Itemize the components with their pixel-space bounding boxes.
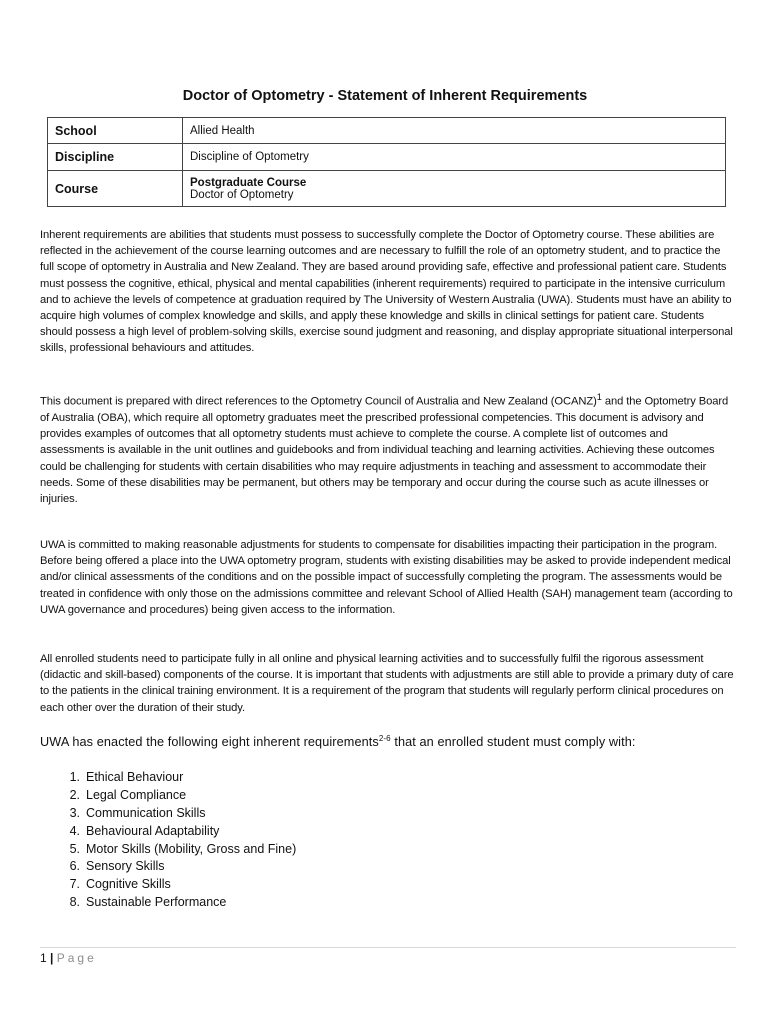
list-number: 1. bbox=[69, 770, 80, 784]
list-label: Motor Skills (Mobility, Gross and Fine) bbox=[86, 841, 297, 856]
course-type: Postgraduate Course bbox=[190, 176, 307, 189]
list-number: 4. bbox=[69, 823, 80, 838]
list-item bbox=[40, 841, 296, 859]
course-label: Course bbox=[48, 171, 183, 207]
list-item bbox=[40, 787, 296, 805]
list-label: Sustainable Performance bbox=[86, 895, 227, 910]
school-label: School bbox=[48, 118, 183, 144]
discipline-label: Discipline bbox=[48, 144, 183, 171]
footnote-ref: 1 bbox=[596, 392, 602, 402]
list-label: Behavioural Adaptability bbox=[86, 823, 220, 838]
table-row bbox=[48, 118, 726, 144]
discipline-value: Discipline of Optometry bbox=[183, 144, 726, 171]
list-number: 6. bbox=[69, 859, 80, 874]
paragraph-inherent-requirements: Inherent requirements are abilities that students must possess to successfully complete the Doctor of Optometry course. These abilities are reflected in the achievement of the course learning outcomes and are necessary to fulfill the role of an optometry student, and to practice the full scope of optometry in Australia and New Zealand. They are based around providing safe, effective and professional patient care. Students must possess the cognitive, ethical, physical and mental capabilities (inherent requirements) required to participate in the intensive curriculum and to achieve the levels of competence at graduation required by The University of Western Australia (UWA). Students must have an ability to acquire high volumes of complex knowledge and skills, and apply these knowledge and skills in clinical settings for patient care. Students should possess a high level of problem-solving skills, exercise sound judgment and reasoning, and display appropriate situational interpersonal skills, professional behaviours and attitudes. bbox=[40, 229, 733, 355]
list-label: Cognitive Skills bbox=[86, 877, 171, 892]
list-number: 8. bbox=[69, 895, 80, 910]
intro-text: that an enrolled student must comply with: bbox=[390, 735, 636, 750]
list-item bbox=[40, 858, 296, 876]
table-row bbox=[48, 144, 726, 171]
page-number: 1 bbox=[40, 951, 47, 965]
list-label: Ethical Behaviour bbox=[86, 770, 184, 784]
page-label: Page bbox=[56, 951, 97, 965]
course-info-table bbox=[47, 117, 726, 207]
footer-divider bbox=[40, 947, 736, 948]
intro-text: UWA has enacted the following eight inherent requirements bbox=[40, 735, 379, 750]
requirements-intro bbox=[40, 734, 635, 749]
list-item bbox=[40, 894, 296, 912]
footnote-ref: 2-6 bbox=[378, 734, 391, 743]
paragraph-text: This document is prepared with direct references to the Optometry Council of Australia and New Zealand (OCANZ) bbox=[40, 395, 597, 408]
list-item bbox=[40, 876, 296, 894]
list-number: 5. bbox=[69, 841, 80, 856]
list-label: Sensory Skills bbox=[86, 859, 165, 874]
list-item bbox=[40, 805, 296, 823]
school-value: Allied Health bbox=[183, 118, 726, 144]
course-value bbox=[183, 171, 726, 207]
paragraph-text: and the Optometry Board of Australia (OBA), which require all optometry graduates meet the prescribed professional competencies. This document is advisory and provides examples of outcomes that all optometry students must achieve to complete the course. A complete list of outcomes and assessments is available in the unit outlines and guidebooks and from individual teaching and learning activities. Achieving these outcomes could be challenging for students with certain disabilities who may require adjustments in teaching and assessment to accommodate their needs. Some of these disabilities may be permanent, but others may be temporary and occur during the course such as acute illnesses or injuries. bbox=[40, 395, 729, 505]
list-number: 7. bbox=[69, 877, 80, 892]
list-item bbox=[40, 769, 296, 787]
paragraph-participation: All enrolled students need to participate fully in all online and physical learning activities and to successfully fulfil the rigorous assessment (didactic and skill-based) components of the course. It is important that students with adjustments are still able to provide a primary duty of care to the patients in the clinical training environment. It is a requirement of the program that students will regularly perform clinical procedures on each other over the duration of their study. bbox=[40, 653, 734, 714]
list-number: 2. bbox=[69, 787, 80, 802]
table-row bbox=[48, 171, 726, 207]
page-footer bbox=[40, 951, 97, 965]
requirements-list bbox=[40, 769, 296, 912]
list-label: Legal Compliance bbox=[86, 787, 187, 802]
list-item bbox=[40, 823, 296, 841]
course-name: Doctor of Optometry bbox=[190, 188, 294, 201]
paragraph-document-references bbox=[40, 389, 734, 507]
footer-separator: | bbox=[50, 951, 54, 965]
list-number: 3. bbox=[69, 805, 80, 820]
page-title: Doctor of Optometry - Statement of Inherent Requirements bbox=[182, 88, 588, 104]
paragraph-reasonable-adjustments: UWA is committed to making reasonable adjustments for students to compensate for disabilities impacting their participation in the program. Before being offered a place into the UWA optometry program, students with existing disabilities may be asked to provide independent medical and/or clinical assessments of the conditions and on the possible impact of successfully completing the program. The assessments would be treated in confidence with only those on the admissions committee and relevant School of Allied Health (SAH) management team (according to UWA governance and procedures) being given access to the information. bbox=[40, 539, 733, 616]
list-label: Communication Skills bbox=[86, 805, 206, 820]
